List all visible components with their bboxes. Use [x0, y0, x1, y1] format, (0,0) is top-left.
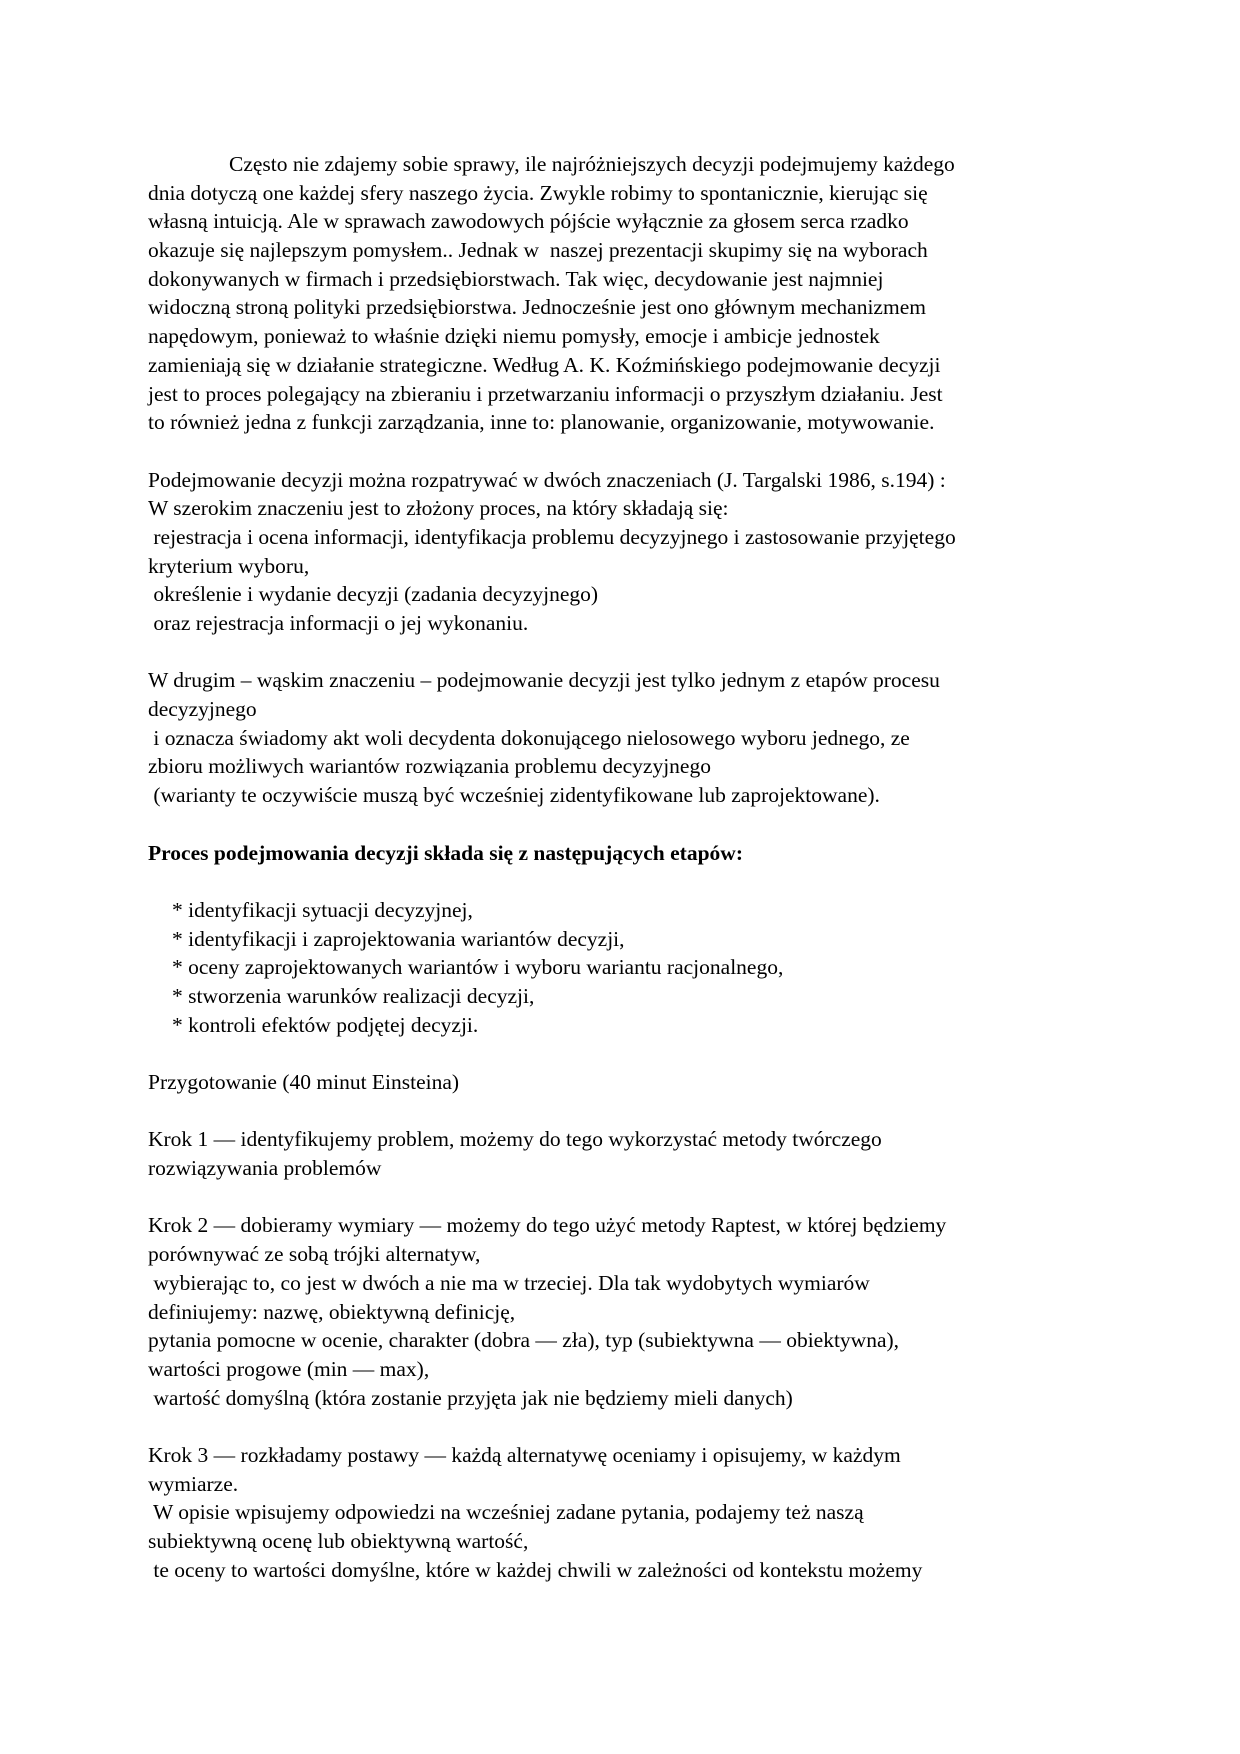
text-line: Krok 2 — dobieramy wymiary — możemy do tego użyć metody Raptest, w której będziemy [148, 1213, 947, 1238]
list-item: * kontroli efektów podjętej decyzji. [172, 1012, 479, 1037]
preparation-line: Przygotowanie (40 minut Einsteina) [148, 1070, 460, 1094]
text-line: (warianty te oczywiście muszą być wcześniej zidentyfikowane lub zaprojektowane). [148, 783, 880, 808]
text-line: określenie i wydanie decyzji (zadania decyzyjnego) [148, 582, 599, 607]
text-line: definiujemy: nazwę, obiektywną definicję, [148, 1299, 516, 1324]
list-item: * identyfikacji i zaprojektowania wariantów decyzji, [172, 926, 625, 951]
text-line: subiektywną ocenę lub obiektywną wartość, [148, 1529, 529, 1553]
step2-paragraph [148, 1211, 1108, 1412]
text-line: zamieniają się w działanie strategiczne. Według A. K. Koźmińskiego podejmowanie decyzji [148, 352, 941, 377]
text-line: decyzyjnego [148, 697, 257, 722]
text-line: i oznacza świadomy akt woli decydenta dokonującego nielosowego wyboru jednego, ze [148, 725, 910, 750]
text-line: W szerokim znaczeniu jest to złożony proces, na który składają się: [148, 496, 729, 521]
text-line: pytania pomocne w ocenie, charakter (dobra — zła), typ (subiektywna — obiektywna), [148, 1328, 900, 1353]
step1-paragraph [148, 1125, 1108, 1182]
text-line: jest to proces polegający na zbieraniu i przetwarzaniu informacji o przyszłym działaniu. Jest [148, 381, 943, 406]
text-line: oraz rejestracja informacji o jej wykonaniu. [148, 611, 529, 635]
text-line: wymiarze. [148, 1471, 239, 1496]
process-heading: Proces podejmowania decyzji składa się z następujących etapów: [148, 840, 743, 865]
document-page [148, 150, 1108, 1584]
text-line: napędowym, ponieważ to właśnie dzięki niemu pomysły, emocje i ambicje jednostek [148, 324, 880, 349]
text-line: te oceny to wartości domyślne, które w każdej chwili w zależności od kontekstu możemy [148, 1557, 923, 1582]
text-line: wybierając to, co jest w dwóch a nie ma w trzeciej. Dla tak wydobytych wymiarów [148, 1270, 870, 1295]
broad-meaning-paragraph [148, 466, 1108, 638]
text-line: Często nie zdajemy sobie sprawy, ile najróżniejszych decyzji podejmujemy każdego [229, 152, 955, 176]
process-steps-list [148, 896, 1108, 1039]
list-item: * oceny zaprojektowanych wariantów i wyboru wariantu racjonalnego, [172, 955, 784, 980]
text-line: zbioru możliwych wariantów rozwiązania problemu decyzyjnego [148, 754, 711, 779]
text-line: rozwiązywania problemów [148, 1156, 382, 1181]
text-line: własną intuicją. Ale w sprawach zawodowych pójście wyłącznie za głosem serca rzadko [148, 209, 909, 234]
text-line: kryterium wyboru, [148, 553, 310, 578]
text-line: to również jedna z funkcji zarządzania, inne to: planowanie, organizowanie, motywowanie. [148, 410, 935, 435]
text-line: Podejmowanie decyzji można rozpatrywać w dwóch znaczeniach (J. Targalski 1986, s.194) : [148, 467, 946, 492]
text-line: dnia dotyczą one każdej sfery naszego życia. Zwykle robimy to spontanicznie, kierując się [148, 180, 928, 205]
text-line: W drugim – wąskim znaczeniu – podejmowanie decyzji jest tylko jednym z etapów procesu [148, 668, 940, 693]
text-line: porównywać ze sobą trójki alternatyw, [148, 1242, 481, 1267]
text-line: wartość domyślną (która zostanie przyjęta jak nie będziemy mieli danych) [148, 1385, 793, 1410]
text-line: W opisie wpisujemy odpowiedzi na wcześniej zadane pytania, podajemy też naszą [148, 1500, 864, 1525]
text-line: Krok 3 — rozkładamy postawy — każdą alternatywę oceniamy i opisujemy, w każdym [148, 1442, 901, 1467]
text-line: wartości progowe (min — max), [148, 1356, 430, 1381]
narrow-meaning-paragraph [148, 666, 1108, 809]
step3-paragraph [148, 1441, 1108, 1584]
list-item: * identyfikacji sytuacji decyzyjnej, [172, 897, 473, 922]
text-line: okazuje się najlepszym pomysłem.. Jednak w naszej prezentacji skupimy się na wyborach [148, 238, 928, 263]
list-item: * stworzenia warunków realizacji decyzji, [172, 983, 535, 1008]
text-line: rejestracja i ocena informacji, identyfikacja problemu decyzyjnego i zastosowanie przyjętego [148, 524, 956, 549]
text-line: widoczną stroną polityki przedsiębiorstwa. Jednocześnie jest ono głównym mechanizmem [148, 295, 926, 320]
intro-paragraph [148, 150, 1108, 437]
text-line: dokonywanych w firmach i przedsiębiorstwach. Tak więc, decydowanie jest najmniej [148, 266, 884, 291]
text-line: Krok 1 — identyfikujemy problem, możemy do tego wykorzystać metody twórczego [148, 1127, 882, 1152]
